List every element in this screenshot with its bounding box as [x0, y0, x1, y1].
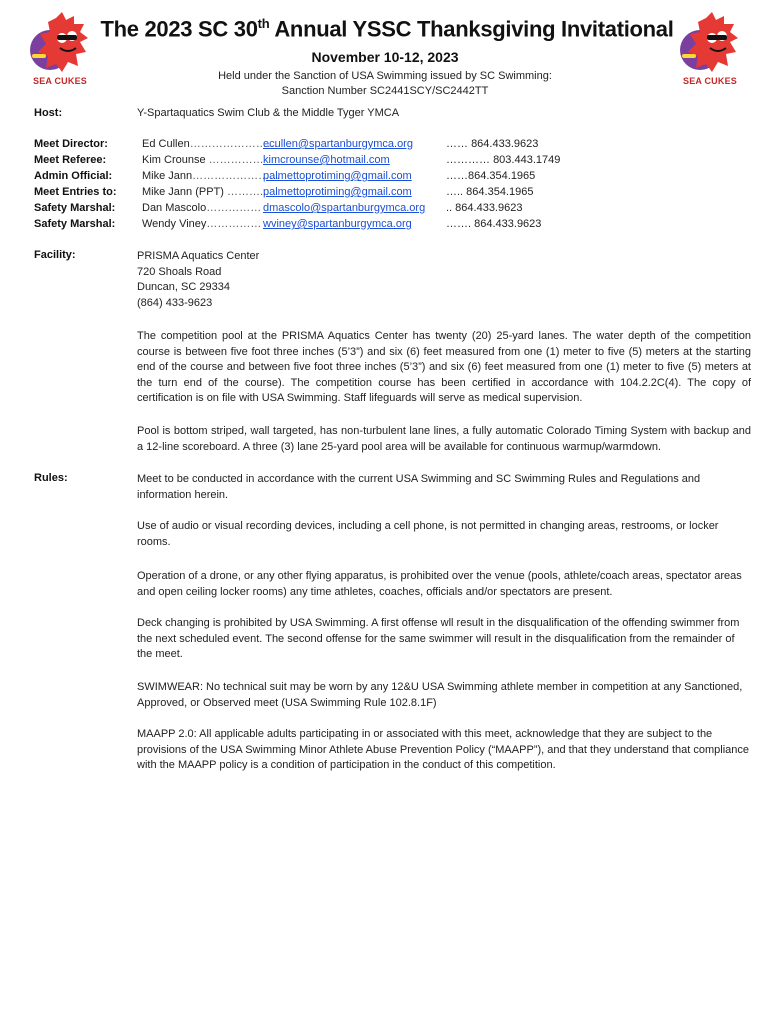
official-phone: ….. 864.354.1965 [446, 186, 534, 198]
facility-label: Facility: [34, 249, 76, 261]
official-name: Mike Jann…………………… [142, 170, 281, 182]
rules-paragraph-6: MAAPP 2.0: All applicable adults participating in or associated with this meet, acknowledge that they are subject to the provisions of the USA Swimming Minor Athlete Abuse Prevention Policy (“MAAPP”), and that they understand that compliance with the MAAPP policy is a condition of participation in the conduct of this competition. [137, 728, 750, 772]
logo-text: SEA CUKES [33, 76, 87, 86]
rules-paragraph-1: Meet to be conducted in accordance with the current USA Swimming and SC Swimming Rules and Regulations and information herein. [137, 473, 701, 501]
meet-dates: November 10-12, 2023 [311, 49, 459, 65]
official-email-link[interactable]: dmascolo@spartanburgymca.org [263, 202, 426, 214]
official-name: Mike Jann (PPT) ……….. [142, 186, 267, 198]
rules-paragraph-2: Use of audio or visual recording devices, including a cell phone, is not permitted in changing areas, restrooms, or locker rooms. [137, 520, 719, 548]
official-name: Kim Crounse …………… [142, 154, 264, 166]
official-email-link[interactable]: wviney@spartanburgymca.org [263, 218, 412, 230]
official-role: Meet Director: [34, 138, 108, 150]
page-title [98, 16, 676, 42]
official-role: Safety Marshal: [34, 218, 116, 230]
facility-street: 720 Shoals Road [137, 265, 222, 278]
facility-paragraph-2: Pool is bottom striped, wall targeted, has non-turbulent lane lines, a fully automatic Colorado Timing System with backup and a 12-line scoreboard. A three (3) lane 25-yard pool area will be available for continuous warmup/warmdown. [137, 425, 751, 453]
official-phone: ………… 803.443.1749 [446, 154, 561, 166]
official-email-link[interactable]: palmettoprotiming@gmail.com [263, 186, 412, 198]
facility-paragraph-1: The competition pool at the PRISMA Aquatics Center has twenty (20) 25-yard lanes. The water depth of the competition course is between five foot three inches (5’3”) and six (6) feet measured from one (1) meter to five (5) meters at the starting end of the course and between five foot three inches (5’3”) and six (6) feet measured from one (1) meter to five (5) meters at the turn end of the course). The competition course has been certified in accordance with 104.2.2C(4). The copy of certification is on file with USA Swimming. Staff lifeguards will serve as medical supervision. [137, 330, 751, 405]
rules-paragraph-3: Operation of a drone, or any other flying apparatus, is prohibited over the venue (pools, athlete/coach areas, spectator areas and open ceiling locker rooms) any time athletes, coaches, officials and/or spectators are present. [137, 570, 742, 598]
title-superscript: th [257, 16, 270, 31]
title-prefix: The 2023 SC 30 [100, 16, 258, 42]
official-role: Safety Marshal: [34, 202, 116, 214]
official-phone: .. 864.433.9623 [446, 202, 523, 214]
sanction-info [0, 69, 770, 99]
host-value: Y-Spartaquatics Swim Club & the Middle Tyger YMCA [137, 107, 400, 119]
facility-city: Duncan, SC 29334 [137, 281, 230, 293]
official-name: Wendy Viney…………… [142, 218, 262, 230]
official-name: Ed Cullen…………………… [142, 138, 278, 150]
logo-text: SEA CUKES [683, 76, 737, 86]
official-role: Meet Entries to: [34, 186, 117, 198]
official-phone: ……. 864.433.9623 [446, 218, 542, 230]
rules-paragraph-4: Deck changing is prohibited by USA Swimming. A first offense wll result in the disqualification of the offending swimmer from the next scheduled event. The second offense for the same swimmer will result in the disqualification from the remainder of the meet. [137, 617, 740, 661]
facility-name: PRISMA Aquatics Center [137, 250, 260, 262]
rules-label: Rules: [34, 472, 68, 484]
facility-address [137, 249, 259, 311]
title-suffix: Annual YSSC Thanksgiving Invitational [269, 16, 674, 42]
official-email-link[interactable]: ecullen@spartanburgymca.org [263, 138, 413, 150]
official-role: Admin Official: [34, 170, 113, 182]
official-phone: ……864.354.1965 [446, 170, 536, 182]
official-role: Meet Referee: [34, 154, 107, 166]
official-email-link[interactable]: palmettoprotiming@gmail.com [263, 170, 412, 182]
sanction-line-2: Sanction Number SC2441SCY/SC2442TT [281, 85, 489, 97]
official-phone: …… 864.433.9623 [446, 138, 539, 150]
sanction-line-1: Held under the Sanction of USA Swimming issued by SC Swimming: [218, 70, 552, 82]
official-name: Dan Mascolo…………… [142, 202, 262, 214]
host-label: Host: [34, 107, 63, 119]
official-email-link[interactable]: kimcrounse@hotmail.com [263, 154, 390, 166]
rules-paragraph-5: SWIMWEAR: No technical suit may be worn by any 12&U USA Swimming athlete member in competition at any Sanctioned, Approved, or Observed meet (USA Swimming Rule 102.8.1F) [137, 681, 743, 709]
facility-phone: (864) 433-9623 [137, 296, 213, 309]
